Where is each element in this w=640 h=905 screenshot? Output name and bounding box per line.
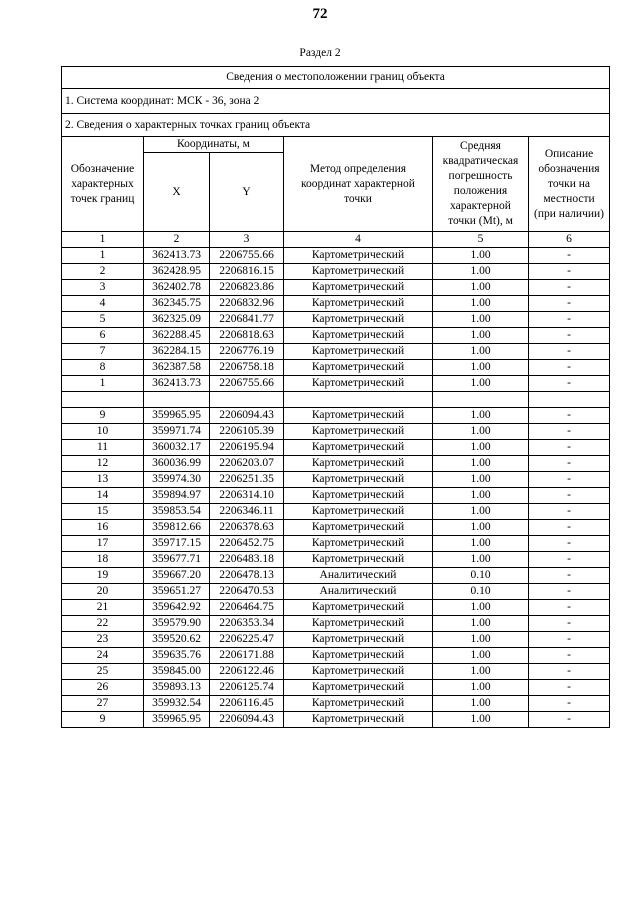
error-value: 1.00 [433, 264, 529, 280]
x-value: 360036.99 [144, 456, 210, 472]
x-value: 359717.15 [144, 536, 210, 552]
table-row [62, 360, 610, 376]
point-id: 18 [62, 552, 144, 568]
error-value: 1.00 [433, 712, 529, 728]
description-value: - [529, 264, 610, 280]
description-value: - [529, 408, 610, 424]
method-value: Картометрический [284, 680, 433, 696]
y-value: 2206125.74 [210, 680, 284, 696]
x-value: 362428.95 [144, 264, 210, 280]
table-row [62, 408, 610, 424]
table-row [62, 568, 610, 584]
method-value: Картометрический [284, 296, 433, 312]
table-row [62, 504, 610, 520]
error-value: 1.00 [433, 664, 529, 680]
y-value: 2206314.10 [210, 488, 284, 504]
y-value: 2206094.43 [210, 712, 284, 728]
empty-cell [433, 392, 529, 408]
page-number: 72 [312, 6, 328, 22]
method-value: Картометрический [284, 632, 433, 648]
description-value: - [529, 248, 610, 264]
y-value: 2206094.43 [210, 408, 284, 424]
method-value: Картометрический [284, 696, 433, 712]
x-value: 359974.30 [144, 472, 210, 488]
y-value: 2206758.18 [210, 360, 284, 376]
point-id: 13 [62, 472, 144, 488]
y-value: 2206816.15 [210, 264, 284, 280]
separator-row [62, 392, 610, 408]
description-value: - [529, 504, 610, 520]
y-value: 2206122.46 [210, 664, 284, 680]
header-error: Средняя квадратическая погрешность положения характерной точки (Mt), м [433, 137, 529, 232]
x-value: 362402.78 [144, 280, 210, 296]
error-value: 1.00 [433, 440, 529, 456]
method-value: Картометрический [284, 648, 433, 664]
table-row [62, 712, 610, 728]
error-value: 1.00 [433, 632, 529, 648]
y-value: 2206832.96 [210, 296, 284, 312]
x-value: 359520.62 [144, 632, 210, 648]
empty-cell [210, 392, 284, 408]
y-value: 2206105.39 [210, 424, 284, 440]
x-value: 359893.13 [144, 680, 210, 696]
column-number: 2 [144, 232, 210, 248]
y-value: 2206755.66 [210, 376, 284, 392]
table-row [62, 456, 610, 472]
x-value: 359635.76 [144, 648, 210, 664]
table-row [62, 600, 610, 616]
description-value: - [529, 344, 610, 360]
point-id: 10 [62, 424, 144, 440]
y-value: 2206776.19 [210, 344, 284, 360]
point-id: 2 [62, 264, 144, 280]
header-x: X [144, 153, 210, 232]
method-value: Картометрический [284, 472, 433, 488]
method-value: Картометрический [284, 440, 433, 456]
point-id: 26 [62, 680, 144, 696]
description-value: - [529, 712, 610, 728]
description-value: - [529, 456, 610, 472]
point-id: 9 [62, 712, 144, 728]
error-value: 1.00 [433, 248, 529, 264]
point-id: 21 [62, 600, 144, 616]
method-value: Картометрический [284, 248, 433, 264]
description-value: - [529, 328, 610, 344]
error-value: 0.10 [433, 584, 529, 600]
description-value: - [529, 664, 610, 680]
column-number: 1 [62, 232, 144, 248]
description-value: - [529, 296, 610, 312]
description-value: - [529, 440, 610, 456]
error-value: 1.00 [433, 456, 529, 472]
x-value: 359642.92 [144, 600, 210, 616]
table-row [62, 536, 610, 552]
point-id: 12 [62, 456, 144, 472]
table-row [62, 552, 610, 568]
y-value: 2206346.11 [210, 504, 284, 520]
point-id: 25 [62, 664, 144, 680]
y-value: 2206203.07 [210, 456, 284, 472]
table-row [62, 248, 610, 264]
table-row [62, 376, 610, 392]
table-row [62, 696, 610, 712]
description-value: - [529, 680, 610, 696]
x-value: 359932.54 [144, 696, 210, 712]
method-value: Картометрический [284, 408, 433, 424]
error-value: 1.00 [433, 552, 529, 568]
error-value: 1.00 [433, 424, 529, 440]
table-row [62, 296, 610, 312]
description-value: - [529, 536, 610, 552]
error-value: 1.00 [433, 472, 529, 488]
column-number: 5 [433, 232, 529, 248]
y-value: 2206116.45 [210, 696, 284, 712]
y-value: 2206195.94 [210, 440, 284, 456]
error-value: 1.00 [433, 696, 529, 712]
table-row [62, 632, 610, 648]
boundary-points-table [61, 66, 610, 728]
method-value: Картометрический [284, 712, 433, 728]
empty-cell [62, 392, 144, 408]
method-value: Картометрический [284, 264, 433, 280]
x-value: 362387.58 [144, 360, 210, 376]
point-id: 1 [62, 248, 144, 264]
table-row [62, 264, 610, 280]
table-row [62, 312, 610, 328]
table-row [62, 488, 610, 504]
y-value: 2206483.18 [210, 552, 284, 568]
x-value: 359812.66 [144, 520, 210, 536]
error-value: 1.00 [433, 600, 529, 616]
method-value: Картометрический [284, 600, 433, 616]
error-value: 1.00 [433, 536, 529, 552]
empty-cell [284, 392, 433, 408]
x-value: 362413.73 [144, 376, 210, 392]
table-row [62, 648, 610, 664]
table-row [62, 680, 610, 696]
description-value: - [529, 424, 610, 440]
method-value: Картометрический [284, 616, 433, 632]
empty-cell [144, 392, 210, 408]
x-value: 362284.15 [144, 344, 210, 360]
point-id: 15 [62, 504, 144, 520]
point-id: 1 [62, 376, 144, 392]
x-value: 359894.97 [144, 488, 210, 504]
coordinate-system: 1. Система координат: МСК - 36, зона 2 [62, 89, 610, 114]
point-id: 5 [62, 312, 144, 328]
point-id: 22 [62, 616, 144, 632]
description-value: - [529, 312, 610, 328]
y-value: 2206818.63 [210, 328, 284, 344]
description-value: - [529, 488, 610, 504]
error-value: 1.00 [433, 360, 529, 376]
description-value: - [529, 632, 610, 648]
x-value: 359579.90 [144, 616, 210, 632]
x-value: 359845.00 [144, 664, 210, 680]
point-id: 7 [62, 344, 144, 360]
description-value: - [529, 552, 610, 568]
description-value: - [529, 600, 610, 616]
point-id: 23 [62, 632, 144, 648]
description-value: - [529, 648, 610, 664]
x-value: 359677.71 [144, 552, 210, 568]
error-value: 1.00 [433, 376, 529, 392]
point-id: 16 [62, 520, 144, 536]
error-value: 1.00 [433, 520, 529, 536]
point-id: 4 [62, 296, 144, 312]
table-row [62, 328, 610, 344]
header-description: Описание обозначения точки на местности (при наличии) [529, 137, 610, 232]
error-value: 0.10 [433, 568, 529, 584]
point-id: 17 [62, 536, 144, 552]
description-value: - [529, 568, 610, 584]
point-id: 9 [62, 408, 144, 424]
description-value: - [529, 696, 610, 712]
description-value: - [529, 360, 610, 376]
description-value: - [529, 584, 610, 600]
y-value: 2206841.77 [210, 312, 284, 328]
y-value: 2206378.63 [210, 520, 284, 536]
point-id: 14 [62, 488, 144, 504]
error-value: 1.00 [433, 408, 529, 424]
table-row [62, 280, 610, 296]
empty-cell [529, 392, 610, 408]
error-value: 1.00 [433, 328, 529, 344]
error-value: 1.00 [433, 280, 529, 296]
x-value: 359965.95 [144, 712, 210, 728]
method-value: Картометрический [284, 328, 433, 344]
header-y: Y [210, 153, 284, 232]
error-value: 1.00 [433, 616, 529, 632]
column-number: 6 [529, 232, 610, 248]
method-value: Картометрический [284, 504, 433, 520]
error-value: 1.00 [433, 312, 529, 328]
description-value: - [529, 280, 610, 296]
header-coordinates: Координаты, м [144, 137, 284, 153]
x-value: 362288.45 [144, 328, 210, 344]
x-value: 362413.73 [144, 248, 210, 264]
y-value: 2206225.47 [210, 632, 284, 648]
y-value: 2206464.75 [210, 600, 284, 616]
table-title: Сведения о местоположении границ объекта [62, 67, 610, 89]
point-id: 6 [62, 328, 144, 344]
description-value: - [529, 520, 610, 536]
y-value: 2206452.75 [210, 536, 284, 552]
point-id: 24 [62, 648, 144, 664]
column-number: 4 [284, 232, 433, 248]
section-title: Раздел 2 [299, 47, 341, 59]
x-value: 360032.17 [144, 440, 210, 456]
x-value: 359853.54 [144, 504, 210, 520]
table-row [62, 616, 610, 632]
method-value: Картометрический [284, 360, 433, 376]
point-id: 11 [62, 440, 144, 456]
method-value: Картометрический [284, 520, 433, 536]
method-value: Картометрический [284, 552, 433, 568]
header-method: Метод определения координат характерной точки [284, 137, 433, 232]
error-value: 1.00 [433, 504, 529, 520]
point-id: 27 [62, 696, 144, 712]
x-value: 359667.20 [144, 568, 210, 584]
table-row [62, 344, 610, 360]
x-value: 362325.09 [144, 312, 210, 328]
y-value: 2206251.35 [210, 472, 284, 488]
column-number: 3 [210, 232, 284, 248]
error-value: 1.00 [433, 648, 529, 664]
x-value: 359965.95 [144, 408, 210, 424]
description-value: - [529, 616, 610, 632]
method-value: Аналитический [284, 568, 433, 584]
x-value: 359971.74 [144, 424, 210, 440]
method-value: Картометрический [284, 376, 433, 392]
error-value: 1.00 [433, 344, 529, 360]
table-row [62, 472, 610, 488]
y-value: 2206755.66 [210, 248, 284, 264]
method-value: Картометрический [284, 664, 433, 680]
error-value: 1.00 [433, 296, 529, 312]
method-value: Картометрический [284, 424, 433, 440]
point-id: 3 [62, 280, 144, 296]
y-value: 2206478.13 [210, 568, 284, 584]
y-value: 2206353.34 [210, 616, 284, 632]
description-value: - [529, 472, 610, 488]
points-section-title: 2. Сведения о характерных точках границ объекта [62, 114, 610, 137]
method-value: Картометрический [284, 280, 433, 296]
table-row [62, 664, 610, 680]
description-value: - [529, 376, 610, 392]
table-row [62, 440, 610, 456]
error-value: 1.00 [433, 680, 529, 696]
table-row [62, 520, 610, 536]
method-value: Картометрический [284, 536, 433, 552]
y-value: 2206171.88 [210, 648, 284, 664]
method-value: Картометрический [284, 344, 433, 360]
table-row [62, 424, 610, 440]
method-value: Картометрический [284, 488, 433, 504]
x-value: 359651.27 [144, 584, 210, 600]
x-value: 362345.75 [144, 296, 210, 312]
y-value: 2206823.86 [210, 280, 284, 296]
method-value: Картометрический [284, 312, 433, 328]
method-value: Аналитический [284, 584, 433, 600]
error-value: 1.00 [433, 488, 529, 504]
header-point: Обозначение характерных точек границ [62, 137, 144, 232]
point-id: 8 [62, 360, 144, 376]
point-id: 19 [62, 568, 144, 584]
table-row [62, 584, 610, 600]
point-id: 20 [62, 584, 144, 600]
y-value: 2206470.53 [210, 584, 284, 600]
method-value: Картометрический [284, 456, 433, 472]
